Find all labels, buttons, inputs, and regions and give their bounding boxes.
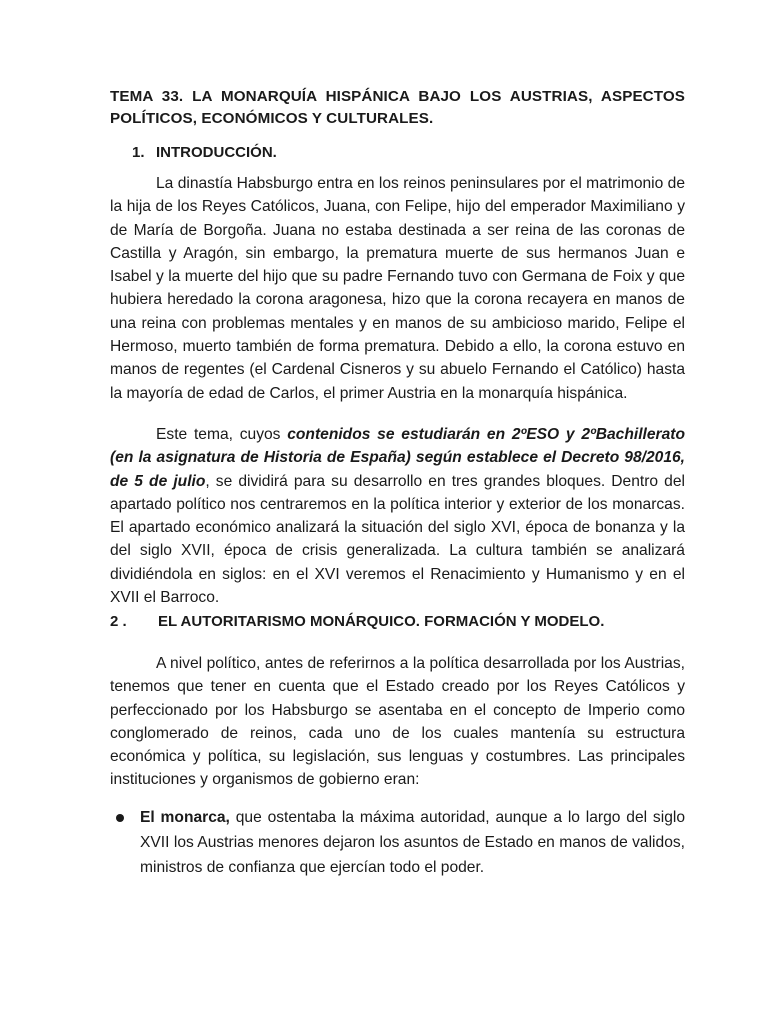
- section-2-title: EL AUTORITARISMO MONÁRQUICO. FORMACIÓN Y MODELO.: [158, 613, 605, 630]
- section-2-paragraph-text: A nivel político, antes de referirnos a la política desarrollada por los Austrias, tenemos que tener en cuenta que el Estado creado por los Reyes Católicos y perfeccionado por los Habsburgo se asentaba en el concepto de Imperio como conglomerado de reinos, cada uno de los cuales mantenía su estructura económica y política, su legislación, sus lenguas y costumbres. Las principales instituciones y organismos de gobierno eran:: [110, 655, 685, 789]
- bullet-term: El monarca,: [140, 809, 230, 826]
- bullet-dot-icon: [116, 814, 124, 822]
- bullet-text: [140, 805, 685, 880]
- section-2-heading: [110, 611, 685, 633]
- intro-paragraph-2-emphasis: contenidos se estudiarán en 2ºESO y 2ºBachillerato (en la asignatura de Historia de España) según establece el Decreto 98/2016, de 5 de julio: [110, 426, 685, 490]
- section-2-paragraph: [110, 652, 685, 792]
- bullet-item: [110, 805, 685, 880]
- section-1-title: INTRODUCCIÓN.: [156, 144, 277, 161]
- section-1-number: 1.: [132, 144, 145, 161]
- bullet-description: que ostentaba la máxima autoridad, aunque a lo largo del siglo XVII los Austrias menores dejaron los asuntos de Estado en manos de validos, ministros de confianza que ejercían todo el poder.: [140, 809, 685, 876]
- document-title: TEMA 33. LA MONARQUÍA HISPÁNICA BAJO LOS AUSTRIAS, ASPECTOS POLÍTICOS, ECONÓMICOS Y CULTURALES.: [110, 88, 685, 127]
- intro-paragraph-1-text: La dinastía Habsburgo entra en los reinos peninsulares por el matrimonio de la hija de los Reyes Católicos, Juana, con Felipe, hijo del emperador Maximiliano y de María de Borgoña. Juana no estaba destinada a ser reina de las coronas de Castilla y Aragón, sin embargo, la prematura muerte de sus hermanos Juan e Isabel y la muerte del hijo que su padre Fernando tuvo con Germana de Foix y que hubiera heredado la corona aragonesa, hizo que la corona recayera en manos de una reina con problemas mentales y en manos de su ambicioso marido, Felipe el Hermoso, muerto también de forma prematura. Debido a ello, la corona estuvo en manos de regentes (el Cardenal Cisneros y su abuelo Fernando el Católico) hasta la mayoría de edad de Carlos, el primer Austria en la monarquía hispánica.: [110, 175, 685, 402]
- section-1-heading: [132, 142, 632, 164]
- intro-paragraph-2-start: Este tema, cuyos: [156, 426, 288, 443]
- intro-paragraph-1: [110, 172, 685, 405]
- intro-paragraph-2-end: , se dividirá para su desarrollo en tres grandes bloques. Dentro del apartado político nos centraremos en la política interior y exterior de los monarcas. El apartado económico analizará la situación del siglo XVI, época de bonanza y la del siglo XVII, época de crisis generalizada. La cultura también se analizará dividiéndola en siglos: en el XVI veremos el Renacimiento y Humanismo y en el XVII el Barroco.: [110, 472, 685, 607]
- section-2-number: 2 .: [110, 613, 127, 630]
- intro-paragraph-2: [110, 423, 685, 609]
